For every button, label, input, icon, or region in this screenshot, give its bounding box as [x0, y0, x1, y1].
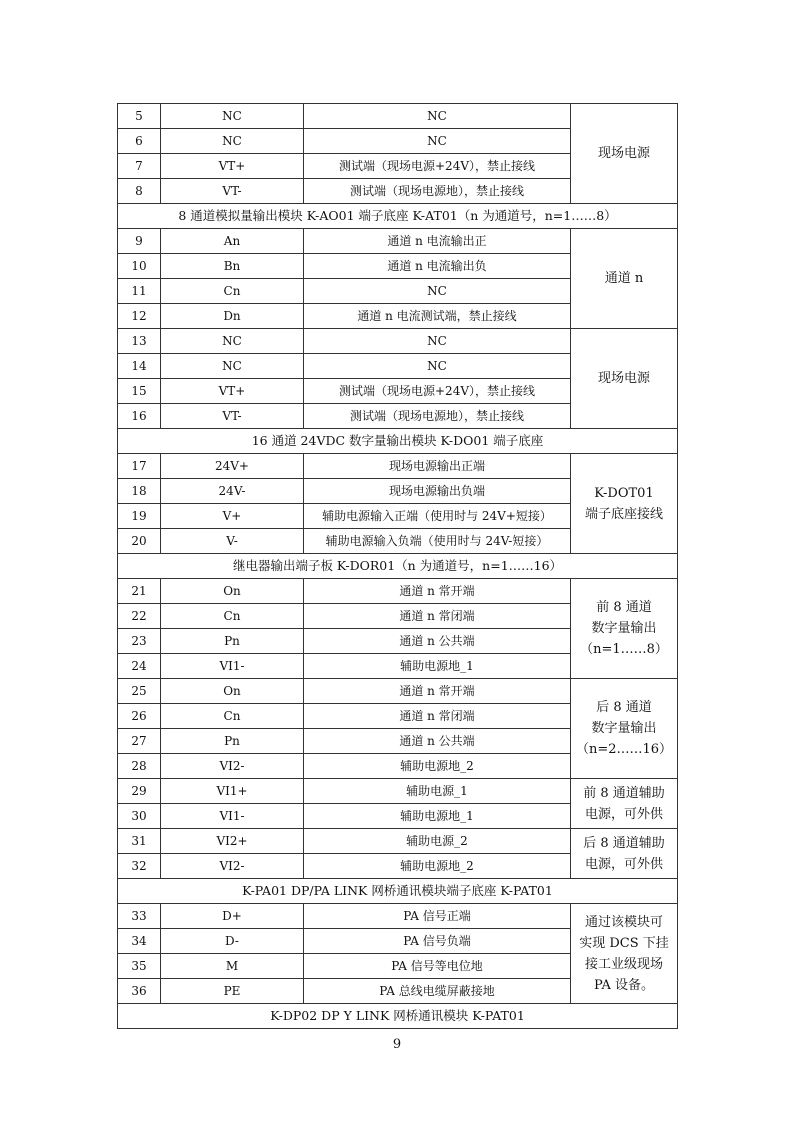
terminal-number: 10 — [118, 254, 161, 279]
group-note: K-DOT01 端子底座接线 — [571, 454, 678, 554]
terminal-number: 29 — [118, 779, 161, 804]
terminal-label: Bn — [161, 254, 304, 279]
terminal-number: 8 — [118, 179, 161, 204]
table-row — [118, 329, 678, 354]
group-note: 前 8 通道辅助 电源，可外供 — [571, 779, 678, 829]
terminal-label: An — [161, 229, 304, 254]
terminal-table — [117, 103, 678, 1029]
terminal-number: 32 — [118, 854, 161, 879]
terminal-number: 12 — [118, 304, 161, 329]
terminal-description: 辅助电源输入负端（使用时与 24V-短接） — [304, 529, 571, 554]
terminal-label: VI2- — [161, 754, 304, 779]
group-note: 后 8 通道 数字量输出 （n=2……16） — [571, 679, 678, 779]
terminal-label: VI1- — [161, 804, 304, 829]
terminal-description: 辅助电源_1 — [304, 779, 571, 804]
terminal-label: NC — [161, 129, 304, 154]
terminal-label: D+ — [161, 904, 304, 929]
terminal-number: 21 — [118, 579, 161, 604]
terminal-number: 6 — [118, 129, 161, 154]
terminal-number: 11 — [118, 279, 161, 304]
terminal-label: VT+ — [161, 154, 304, 179]
terminal-number: 25 — [118, 679, 161, 704]
terminal-description: NC — [304, 329, 571, 354]
terminal-description: 辅助电源地_2 — [304, 854, 571, 879]
section-title: 16 通道 24VDC 数字量输出模块 K-DO01 端子底座 — [118, 429, 678, 454]
terminal-description: 辅助电源地_2 — [304, 754, 571, 779]
terminal-number: 23 — [118, 629, 161, 654]
section-row — [118, 429, 678, 454]
terminal-label: On — [161, 679, 304, 704]
section-row — [118, 879, 678, 904]
section-title: 继电器输出端子板 K-DOR01（n 为通道号，n=1……16） — [118, 554, 678, 579]
section-title: K-PA01 DP/PA LINK 网桥通讯模块端子底座 K-PAT01 — [118, 879, 678, 904]
terminal-label: PE — [161, 979, 304, 1004]
terminal-description: NC — [304, 104, 571, 129]
terminal-description: 通道 n 电流输出负 — [304, 254, 571, 279]
terminal-label: V+ — [161, 504, 304, 529]
terminal-description: 通道 n 公共端 — [304, 729, 571, 754]
terminal-label: 24V+ — [161, 454, 304, 479]
terminal-number: 22 — [118, 604, 161, 629]
terminal-number: 18 — [118, 479, 161, 504]
terminal-label: Dn — [161, 304, 304, 329]
terminal-number: 17 — [118, 454, 161, 479]
terminal-label: VT- — [161, 404, 304, 429]
table-row — [118, 679, 678, 704]
terminal-description: 通道 n 常开端 — [304, 679, 571, 704]
terminal-number: 34 — [118, 929, 161, 954]
terminal-label: Cn — [161, 604, 304, 629]
terminal-description: 通道 n 常闭端 — [304, 604, 571, 629]
group-note: 前 8 通道 数字量输出 （n=1……8） — [571, 579, 678, 679]
terminal-number: 28 — [118, 754, 161, 779]
terminal-description: PA 信号等电位地 — [304, 954, 571, 979]
terminal-number: 7 — [118, 154, 161, 179]
section-row — [118, 1004, 678, 1029]
terminal-number: 31 — [118, 829, 161, 854]
terminal-number: 35 — [118, 954, 161, 979]
terminal-number: 15 — [118, 379, 161, 404]
terminal-description: NC — [304, 129, 571, 154]
section-title: K-DP02 DP Y LINK 网桥通讯模块 K-PAT01 — [118, 1004, 678, 1029]
terminal-number: 13 — [118, 329, 161, 354]
terminal-label: VT+ — [161, 379, 304, 404]
terminal-number: 33 — [118, 904, 161, 929]
terminal-description: 通道 n 电流输出正 — [304, 229, 571, 254]
terminal-description: 辅助电源_2 — [304, 829, 571, 854]
table-row — [118, 229, 678, 254]
terminal-number: 36 — [118, 979, 161, 1004]
terminal-label: 24V- — [161, 479, 304, 504]
terminal-number: 9 — [118, 229, 161, 254]
section-row — [118, 554, 678, 579]
terminal-number: 5 — [118, 104, 161, 129]
terminal-label: On — [161, 579, 304, 604]
section-row — [118, 204, 678, 229]
table-row — [118, 779, 678, 804]
terminal-number: 26 — [118, 704, 161, 729]
page-number: 9 — [392, 1037, 402, 1052]
terminal-description: NC — [304, 279, 571, 304]
terminal-label: VI1- — [161, 654, 304, 679]
terminal-label: V- — [161, 529, 304, 554]
terminal-label: NC — [161, 329, 304, 354]
terminal-label: Cn — [161, 279, 304, 304]
terminal-number: 16 — [118, 404, 161, 429]
terminal-description: NC — [304, 354, 571, 379]
terminal-description: 现场电源输出负端 — [304, 479, 571, 504]
terminal-description: 辅助电源输入正端（使用时与 24V+短接） — [304, 504, 571, 529]
table-row — [118, 104, 678, 129]
terminal-number: 24 — [118, 654, 161, 679]
terminal-label: D- — [161, 929, 304, 954]
terminal-label: NC — [161, 104, 304, 129]
terminal-description: PA 信号正端 — [304, 904, 571, 929]
terminal-label: M — [161, 954, 304, 979]
group-note: 通道 n — [571, 229, 678, 329]
terminal-label: VT- — [161, 179, 304, 204]
terminal-description: 通道 n 常开端 — [304, 579, 571, 604]
terminal-description: PA 信号负端 — [304, 929, 571, 954]
group-note: 通过该模块可 实现 DCS 下挂 接工业级现场 PA 设备。 — [571, 904, 678, 1004]
terminal-label: VI2+ — [161, 829, 304, 854]
terminal-number: 14 — [118, 354, 161, 379]
group-note: 现场电源 — [571, 104, 678, 204]
table-row — [118, 579, 678, 604]
terminal-description: 测试端（现场电源+24V），禁止接线 — [304, 379, 571, 404]
terminal-description: 测试端（现场电源+24V），禁止接线 — [304, 154, 571, 179]
terminal-label: Pn — [161, 629, 304, 654]
terminal-number: 19 — [118, 504, 161, 529]
terminal-description: 通道 n 常闭端 — [304, 704, 571, 729]
table-row — [118, 829, 678, 854]
terminal-description: 通道 n 电流测试端，禁止接线 — [304, 304, 571, 329]
terminal-label: VI2- — [161, 854, 304, 879]
group-note: 后 8 通道辅助 电源，可外供 — [571, 829, 678, 879]
group-note: 现场电源 — [571, 329, 678, 429]
table-row — [118, 454, 678, 479]
terminal-description: 辅助电源地_1 — [304, 804, 571, 829]
terminal-table-body — [118, 104, 678, 1029]
terminal-description: 现场电源输出正端 — [304, 454, 571, 479]
terminal-description: PA 总线电缆屏蔽接地 — [304, 979, 571, 1004]
terminal-description: 通道 n 公共端 — [304, 629, 571, 654]
section-title: 8 通道模拟量输出模块 K-AO01 端子底座 K-AT01（n 为通道号，n=1……8） — [118, 204, 678, 229]
terminal-description: 测试端（现场电源地），禁止接线 — [304, 404, 571, 429]
terminal-number: 20 — [118, 529, 161, 554]
terminal-label: VI1+ — [161, 779, 304, 804]
table-row — [118, 904, 678, 929]
terminal-label: NC — [161, 354, 304, 379]
terminal-label: Cn — [161, 704, 304, 729]
terminal-number: 30 — [118, 804, 161, 829]
terminal-description: 测试端（现场电源地），禁止接线 — [304, 179, 571, 204]
terminal-description: 辅助电源地_1 — [304, 654, 571, 679]
terminal-label: Pn — [161, 729, 304, 754]
terminal-number: 27 — [118, 729, 161, 754]
